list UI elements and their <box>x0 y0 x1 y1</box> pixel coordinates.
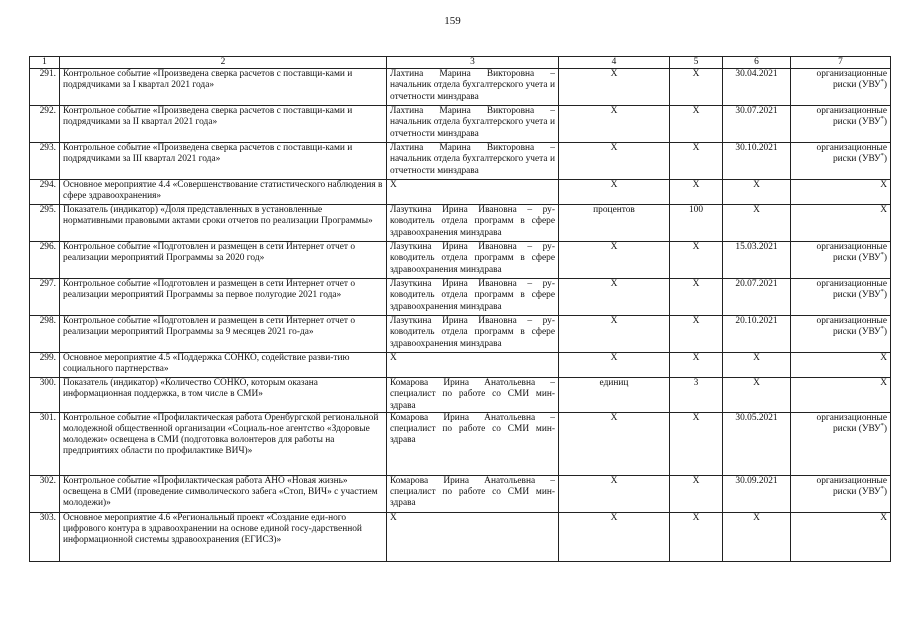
deadline-date: X <box>723 353 791 378</box>
table-row <box>30 69 891 106</box>
deadline-date: 30.09.2021 <box>723 475 791 512</box>
row-number: 291. <box>30 69 60 106</box>
program-table <box>29 56 891 562</box>
responsible-person: Лазуткина Ирина Ивановна – ру-ководитель отдела программ в сфере здравоохранения минздрава <box>387 316 559 353</box>
unit-of-measure: процентов <box>559 205 670 242</box>
row-number: 302. <box>30 475 60 512</box>
event-description: Контрольное событие «Произведена сверка расчетов с поставщи-ками и подрядчиками за I квартал 2021 года» <box>60 69 387 106</box>
responsible-person: Лахтина Марина Викторовна – начальник отдела бухгалтерского учета и отчетности минздрава <box>387 106 559 143</box>
deadline-date: X <box>723 205 791 242</box>
deadline-date: X <box>723 512 791 561</box>
risk-type: организационные риски (УВУ*) <box>791 279 891 316</box>
table-row <box>30 143 891 180</box>
unit-of-measure: X <box>559 412 670 475</box>
target-value: X <box>670 316 723 353</box>
deadline-date: 20.07.2021 <box>723 279 791 316</box>
column-number-row <box>30 57 891 69</box>
deadline-date: 20.10.2021 <box>723 316 791 353</box>
row-number: 296. <box>30 242 60 279</box>
table-row <box>30 412 891 475</box>
row-number: 292. <box>30 106 60 143</box>
event-description: Показатель (индикатор) «Доля представленных в установленные нормативными правовыми актами сроки отчетов по реализации Программы» <box>60 205 387 242</box>
col-header-7: 7 <box>791 57 891 69</box>
deadline-date: 15.03.2021 <box>723 242 791 279</box>
table-row <box>30 353 891 378</box>
unit-of-measure: X <box>559 242 670 279</box>
risk-type: X <box>791 180 891 205</box>
risk-type: X <box>791 512 891 561</box>
event-description: Контрольное событие «Произведена сверка расчетов с поставщи-ками и подрядчиками за II квартал 2021 года» <box>60 106 387 143</box>
risk-type: организационные риски (УВУ*) <box>791 106 891 143</box>
row-number: 293. <box>30 143 60 180</box>
deadline-date: 30.04.2021 <box>723 69 791 106</box>
unit-of-measure: X <box>559 106 670 143</box>
risk-type: организационные риски (УВУ*) <box>791 69 891 106</box>
risk-type: организационные риски (УВУ*) <box>791 316 891 353</box>
row-number: 300. <box>30 378 60 413</box>
row-number: 297. <box>30 279 60 316</box>
deadline-date: 30.05.2021 <box>723 412 791 475</box>
unit-of-measure: X <box>559 143 670 180</box>
row-number: 299. <box>30 353 60 378</box>
table-row <box>30 475 891 512</box>
col-header-4: 4 <box>559 57 670 69</box>
target-value: X <box>670 353 723 378</box>
risk-type: X <box>791 205 891 242</box>
event-description: Контрольное событие «Профилактическая работа Оренбургской региональной молодежной общественной организации «Социаль-ное агентство «Здоровые молодежи» освещена в СМИ (подготовка волонтеров для работы на предприятиях области по профилактике ВИЧ)» <box>60 412 387 475</box>
responsible-person: Лахтина Марина Викторовна – начальник отдела бухгалтерского учета и отчетности минздрава <box>387 143 559 180</box>
target-value: X <box>670 412 723 475</box>
row-number: 295. <box>30 205 60 242</box>
responsible-person: Комарова Ирина Анатольевна – специалист по работе со СМИ мин-здрава <box>387 475 559 512</box>
table-row <box>30 106 891 143</box>
unit-of-measure: X <box>559 69 670 106</box>
table-row <box>30 316 891 353</box>
target-value: X <box>670 279 723 316</box>
col-header-5: 5 <box>670 57 723 69</box>
responsible-person: Лахтина Марина Викторовна – начальник отдела бухгалтерского учета и отчетности минздрава <box>387 69 559 106</box>
event-description: Контрольное событие «Подготовлен и размещен в сети Интернет отчет о реализации мероприятий Программы за первое полугодие 2021 года» <box>60 279 387 316</box>
target-value: X <box>670 475 723 512</box>
col-header-1: 1 <box>30 57 60 69</box>
event-description: Показатель (индикатор) «Количество СОНКО, которым оказана информационная поддержка, в том числе в СМИ» <box>60 378 387 413</box>
row-number: 301. <box>30 412 60 475</box>
responsible-person: Лазуткина Ирина Ивановна – ру-ководитель отдела программ в сфере здравоохранения минздрава <box>387 242 559 279</box>
event-description: Контрольное событие «Профилактическая работа АНО «Новая жизнь» освещена в СМИ (проведение символического забега «Стоп, ВИЧ» с участием молодежи)» <box>60 475 387 512</box>
unit-of-measure: X <box>559 512 670 561</box>
responsible-person: X <box>387 353 559 378</box>
event-description: Контрольное событие «Подготовлен и размещен в сети Интернет отчет о реализации мероприятий Программы за 9 месяцев 2021 го-да» <box>60 316 387 353</box>
row-number: 294. <box>30 180 60 205</box>
responsible-person: X <box>387 180 559 205</box>
event-description: Основное мероприятие 4.6 «Региональный проект «Создание еди-ного цифрового контура в здравоохранении на основе единой госу-дарственной информационной системы здравоохранения (ЕГИСЗ)» <box>60 512 387 561</box>
table-row <box>30 378 891 413</box>
risk-type: организационные риски (УВУ*) <box>791 242 891 279</box>
table-row <box>30 180 891 205</box>
page-number: 159 <box>444 15 461 27</box>
deadline-date: 30.10.2021 <box>723 143 791 180</box>
responsible-person: Лазуткина Ирина Ивановна – ру-ководитель отдела программ в сфере здравоохранения минздрава <box>387 279 559 316</box>
deadline-date: 30.07.2021 <box>723 106 791 143</box>
responsible-person: Комарова Ирина Анатольевна – специалист по работе со СМИ мин-здрава <box>387 412 559 475</box>
col-header-6: 6 <box>723 57 791 69</box>
event-description: Основное мероприятие 4.5 «Поддержка СОНКО, содействие разви-тию социального партнерства» <box>60 353 387 378</box>
target-value: X <box>670 106 723 143</box>
table-row <box>30 279 891 316</box>
unit-of-measure: X <box>559 316 670 353</box>
risk-type: X <box>791 353 891 378</box>
target-value: X <box>670 143 723 180</box>
unit-of-measure: X <box>559 279 670 316</box>
event-description: Контрольное событие «Произведена сверка расчетов с поставщи-ками и подрядчиками за III квартал 2021 года» <box>60 143 387 180</box>
responsible-person: Лазуткина Ирина Ивановна – ру-ководитель отдела программ в сфере здравоохранения минздрава <box>387 205 559 242</box>
row-number: 303. <box>30 512 60 561</box>
row-number: 298. <box>30 316 60 353</box>
table-row <box>30 242 891 279</box>
risk-type: организационные риски (УВУ*) <box>791 412 891 475</box>
target-value: X <box>670 242 723 279</box>
unit-of-measure: X <box>559 180 670 205</box>
event-description: Контрольное событие «Подготовлен и размещен в сети Интернет отчет о реализации мероприятий Программы за 2020 год» <box>60 242 387 279</box>
target-value: X <box>670 69 723 106</box>
risk-type: организационные риски (УВУ*) <box>791 475 891 512</box>
responsible-person: Комарова Ирина Анатольевна – специалист по работе со СМИ мин-здрава <box>387 378 559 413</box>
unit-of-measure: X <box>559 353 670 378</box>
risk-type: X <box>791 378 891 413</box>
col-header-3: 3 <box>387 57 559 69</box>
event-description: Основное мероприятие 4.4 «Совершенствование статистического наблюдения в сфере здравоохранения» <box>60 180 387 205</box>
deadline-date: X <box>723 180 791 205</box>
table-row <box>30 205 891 242</box>
risk-type: организационные риски (УВУ*) <box>791 143 891 180</box>
target-value: X <box>670 512 723 561</box>
responsible-person: X <box>387 512 559 561</box>
target-value: X <box>670 180 723 205</box>
target-value: 100 <box>670 205 723 242</box>
table-row <box>30 512 891 561</box>
target-value: 3 <box>670 378 723 413</box>
col-header-2: 2 <box>60 57 387 69</box>
unit-of-measure: X <box>559 475 670 512</box>
unit-of-measure: единиц <box>559 378 670 413</box>
deadline-date: X <box>723 378 791 413</box>
